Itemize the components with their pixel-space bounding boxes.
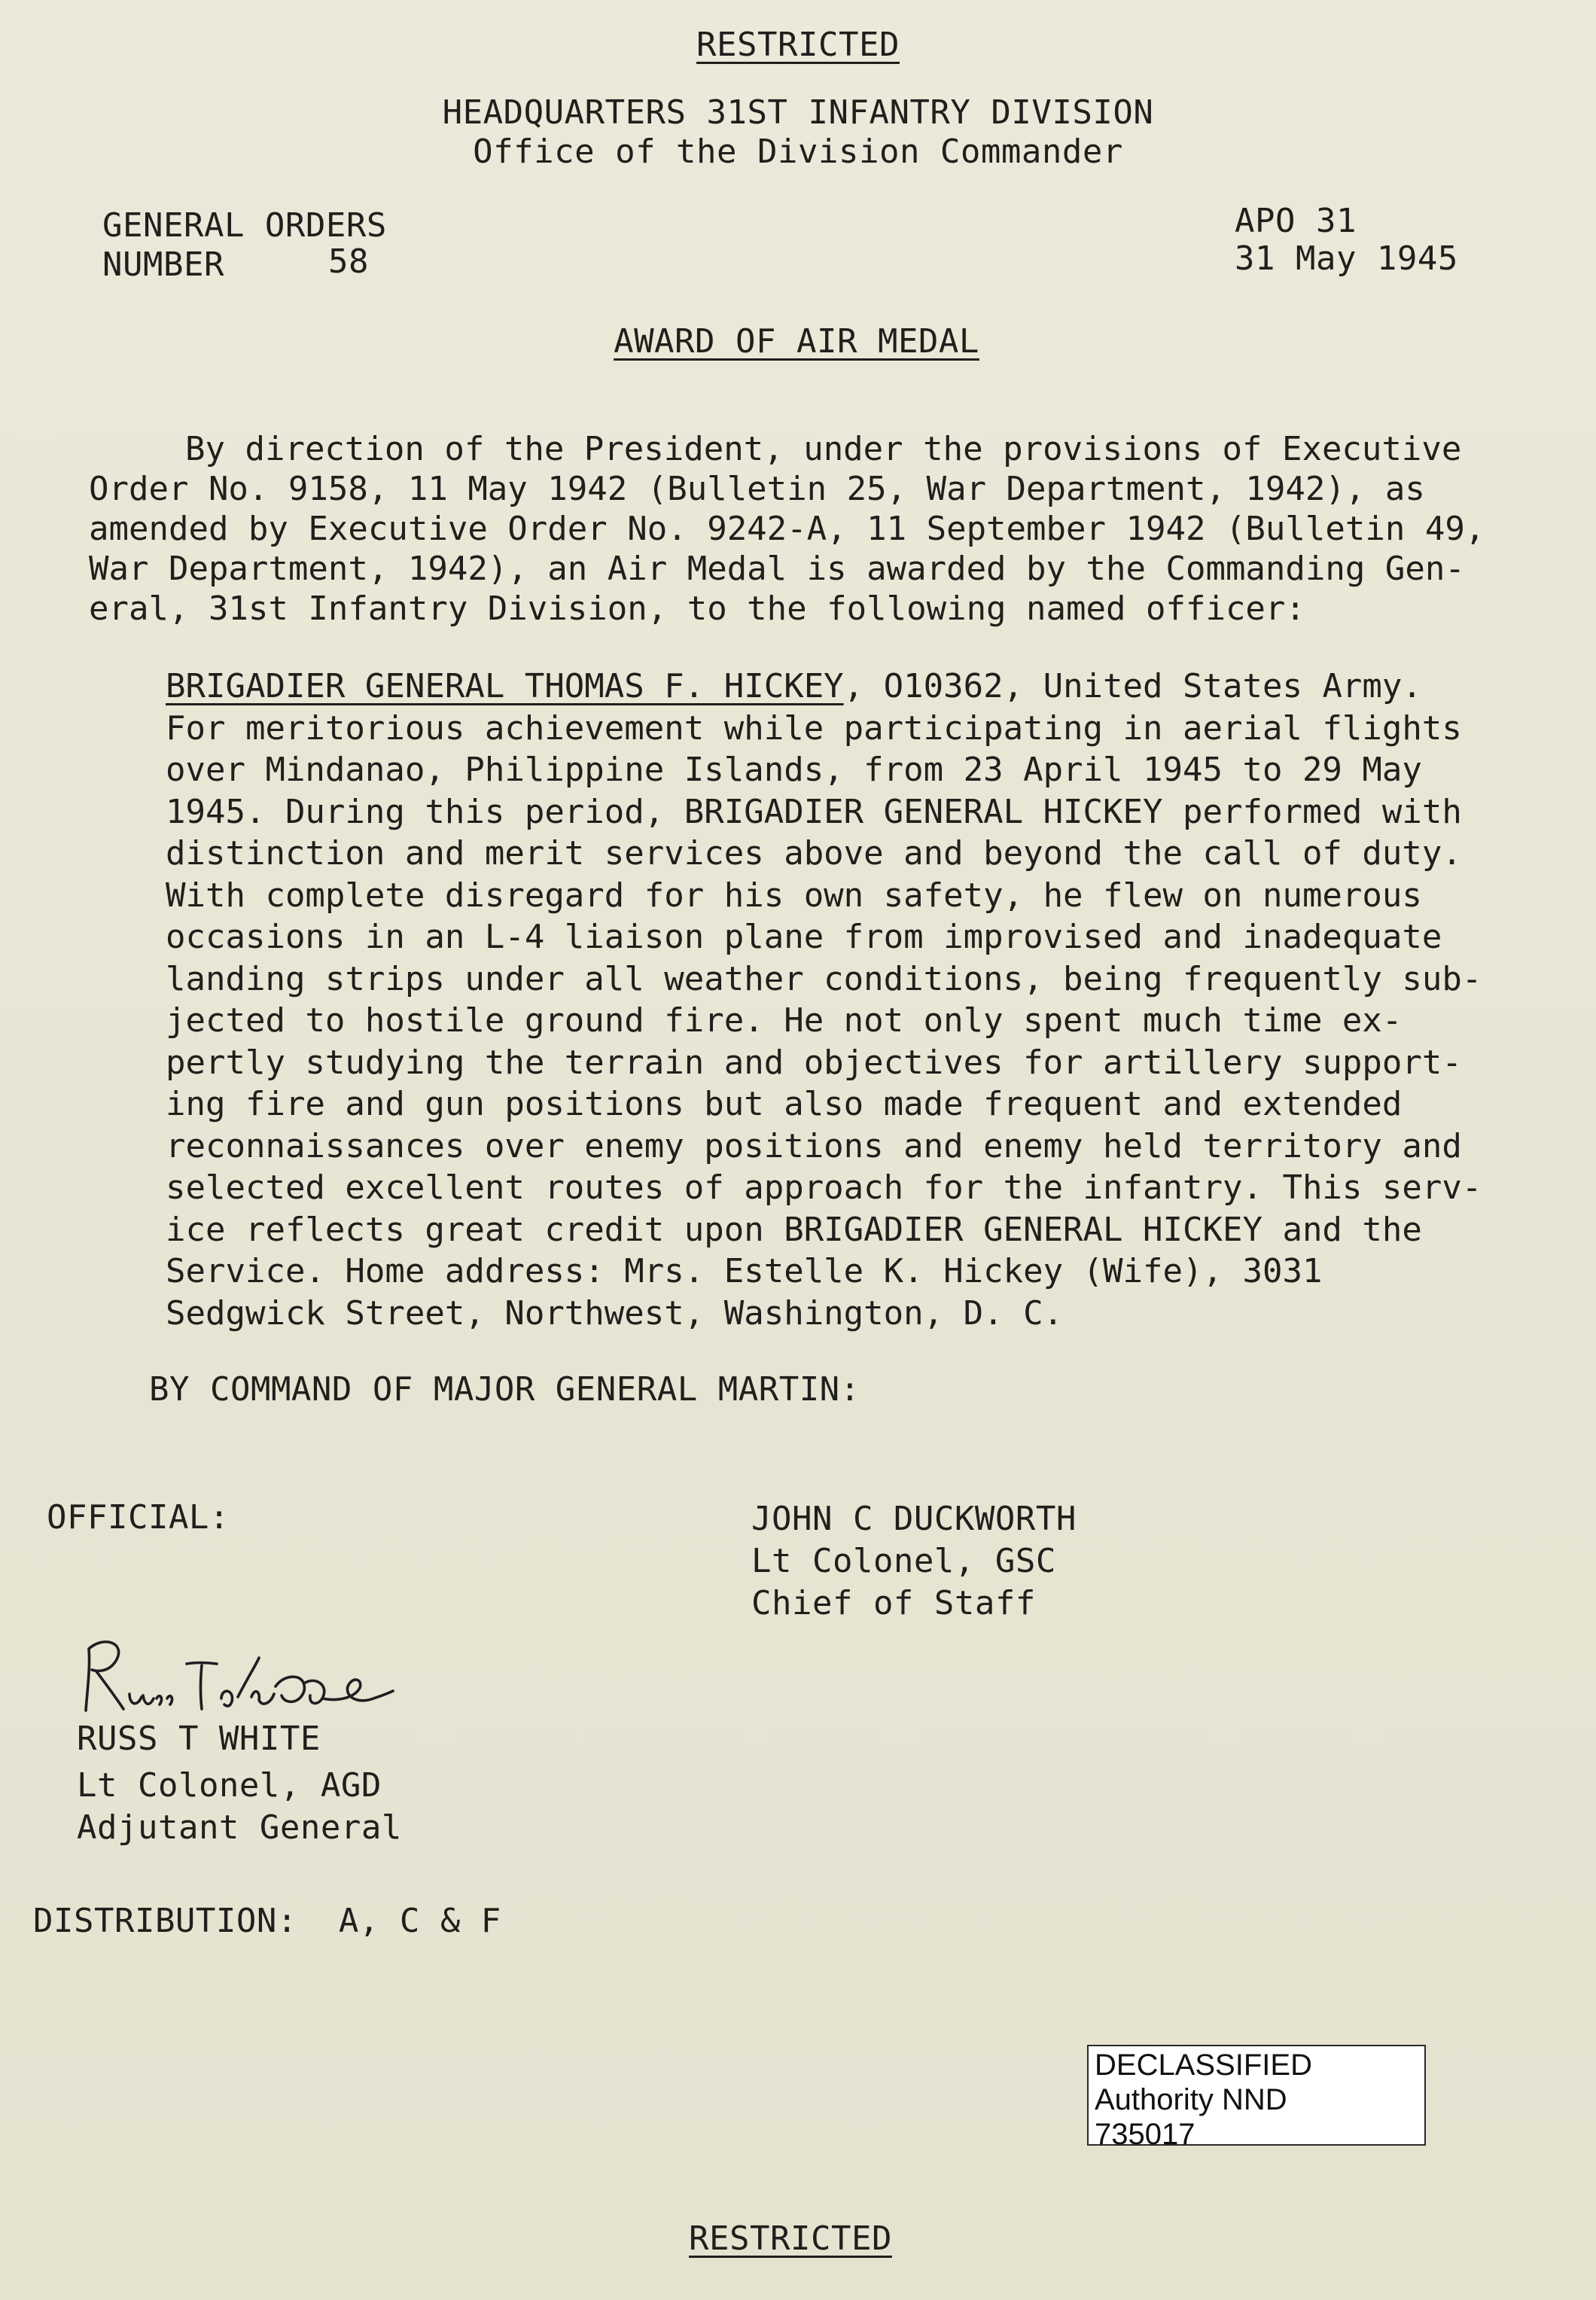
intro-line: Order No. 9158, 11 May 1942 (Bulletin 25, War Department, 1942), as xyxy=(89,470,1425,508)
citation-line: ing fire and gun positions but also made frequent and extended xyxy=(166,1085,1403,1123)
official-label: OFFICIAL: xyxy=(47,1498,230,1537)
adjutant-rank: Lt Colonel, AGD xyxy=(77,1766,382,1805)
citation-line: distinction and merit services above and beyond the call of duty. xyxy=(166,834,1462,873)
office-heading: Office of the Division Commander xyxy=(473,133,1123,171)
number-label: NUMBER xyxy=(102,245,224,284)
citation-line: selected excellent routes of approach for the infantry. This serv- xyxy=(166,1168,1482,1207)
citation-line: With complete disregard for his own safety, he flew on numerous xyxy=(166,876,1422,915)
citation-line: over Mindanao, Philippine Islands, from 23 April 1945 to 29 May xyxy=(166,751,1422,789)
citation-line: pertly studying the terrain and objectives for artillery support- xyxy=(166,1043,1462,1082)
chief-of-staff-title: Chief of Staff xyxy=(751,1584,1036,1622)
general-orders-label: GENERAL ORDERS xyxy=(102,206,387,245)
citation-line: Sedgwick Street, Northwest, Washington, D. C. xyxy=(166,1293,1064,1333)
declassified-line: DECLASSIFIED xyxy=(1095,2049,1312,2082)
intro-line: amended by Executive Order No. 9242-A, 11 September 1942 (Bulletin 49, xyxy=(89,510,1485,548)
authority-line: Authority NND xyxy=(1095,2083,1287,2116)
command-line: BY COMMAND OF MAJOR GENERAL MARTIN: xyxy=(149,1370,860,1409)
adjutant-name: RUSS T WHITE xyxy=(77,1720,321,1758)
distribution-value: A, C & F xyxy=(338,1902,501,1940)
citation-line: Service. Home address: Mrs. Estelle K. Hickey (Wife), 3031 xyxy=(166,1252,1323,1290)
citation-line: For meritorious achievement while participating in aerial flights xyxy=(166,708,1462,748)
order-number: 58 xyxy=(328,242,369,281)
recipient-service: , O10362, United States Army. xyxy=(843,667,1422,705)
citation-line: occasions in an L-4 liaison plane from improvised and inadequate xyxy=(166,918,1442,956)
citation-paragraph xyxy=(166,666,1551,1334)
chief-of-staff-name: JOHN C DUCKWORTH xyxy=(751,1500,1077,1538)
adjutant-title: Adjutant General xyxy=(77,1808,402,1847)
citation-line: landing strips under all weather conditions, being frequently sub- xyxy=(166,959,1482,998)
apo-line: APO 31 xyxy=(1235,202,1357,240)
intro-line: By direction of the President, under the provisions of Executive xyxy=(185,430,1462,468)
intro-paragraph xyxy=(89,429,1534,629)
adjutant-signature xyxy=(74,1626,397,1724)
authority-number: 735017 xyxy=(1095,2118,1195,2146)
recipient-name: BRIGADIER GENERAL THOMAS F. HICKEY xyxy=(166,667,844,705)
declassified-stamp xyxy=(1087,2045,1426,2146)
citation-heading-line xyxy=(166,666,1551,708)
unit-heading: HEADQUARTERS 31ST INFANTRY DIVISION xyxy=(442,93,1154,132)
classification-top: RESTRICTED xyxy=(696,26,900,64)
citation-line: jected to hostile ground fire. He not only spent much time ex- xyxy=(166,1001,1403,1040)
citation-line: 1945. During this period, BRIGADIER GENERAL HICKEY performed with xyxy=(166,792,1462,831)
citation-line: ice reflects great credit upon BRIGADIER GENERAL HICKEY and the xyxy=(166,1210,1422,1249)
intro-line: War Department, 1942), an Air Medal is awarded by the Commanding Gen- xyxy=(89,550,1465,588)
intro-line: eral, 31st Infantry Division, to the following named officer: xyxy=(89,589,1305,628)
order-date: 31 May 1945 xyxy=(1235,239,1458,278)
distribution-line xyxy=(33,1900,501,1942)
chief-of-staff-rank: Lt Colonel, GSC xyxy=(751,1542,1056,1580)
document-title: AWARD OF AIR MEDAL xyxy=(614,322,979,361)
classification-bottom: RESTRICTED xyxy=(689,2219,892,2258)
distribution-label: DISTRIBUTION: xyxy=(33,1902,297,1940)
citation-line: reconnaissances over enemy positions and enemy held territory and xyxy=(166,1126,1462,1165)
